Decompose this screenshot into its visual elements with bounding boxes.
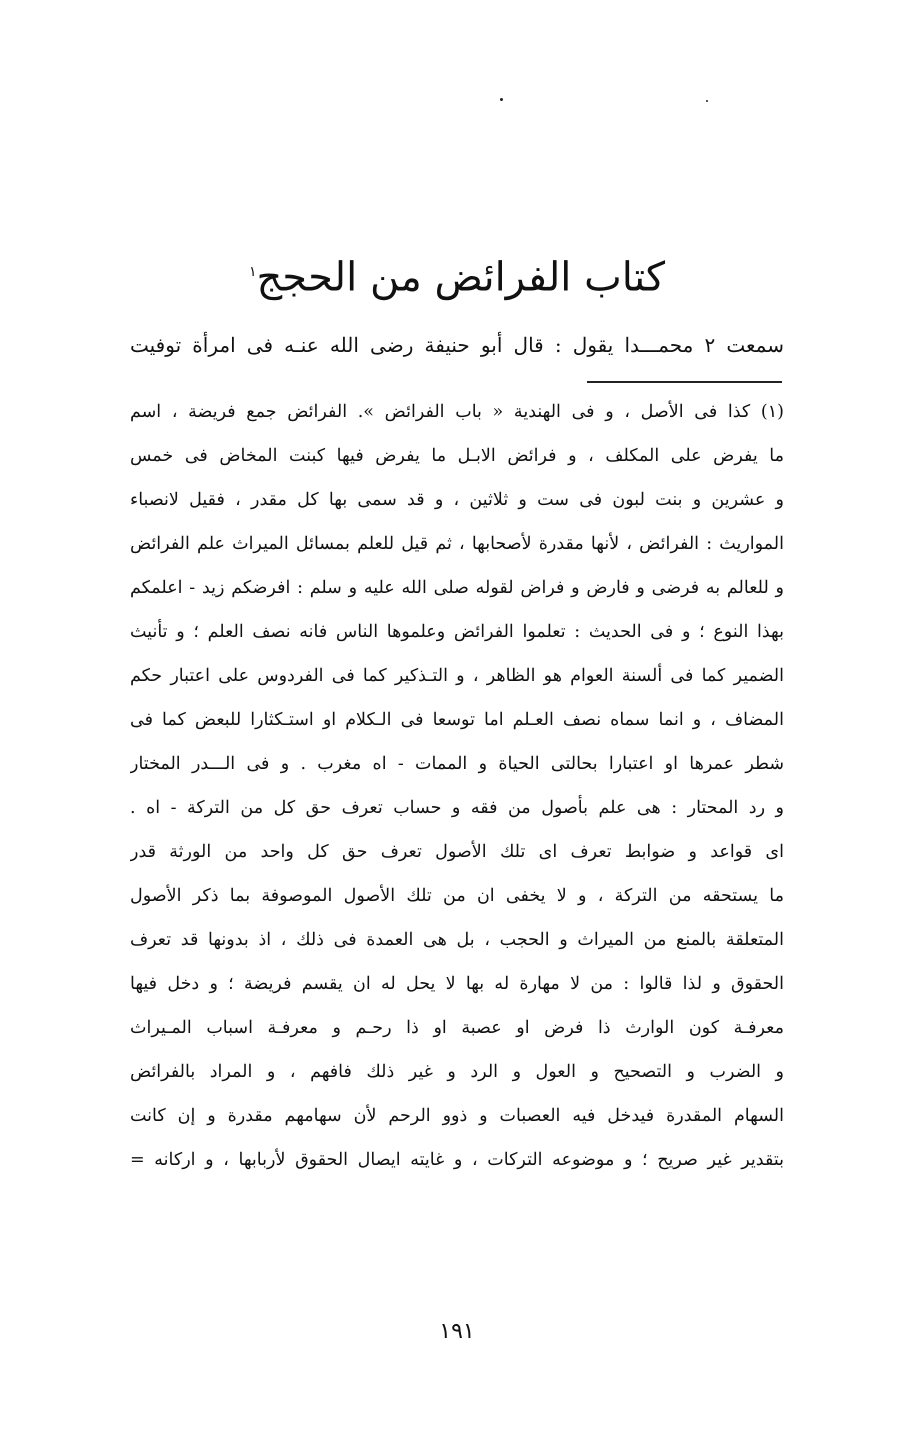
footnote-line: ما يفرض على المكلف ، و فرائض الابـل ما يفرض فيها كبنت المخاض فى خمس [130,446,784,466]
footnote-separator [587,381,782,383]
footnote-block [130,390,784,1182]
footnote-line: و رد المحتار : هى علم بأصول من فقه و حساب تعرف حق كل من التركة - اه . [130,798,784,818]
footnote-line: و عشرين و بنت لبون فى ست و ثلاثين ، و قد سمى بها كل مقدر ، فقيل لانصباء [130,490,784,510]
chapter-title-text: كتاب الفرائض من الحجج [256,254,666,301]
page-speck [500,98,503,101]
footnote-line: المواريث : الفرائض ، لأنها مقدرة لأصحابها ، ثم قيل للعلم بمسائل الميراث علم الفرائض [130,534,784,554]
footnote-line: (١) كذا فى الأصل ، و فى الهندية « باب الفرائض ». الفرائض جمع فريضة ، اسم [130,402,784,422]
footnote-line: بهذا النوع ؛ و فى الحديث : تعلموا الفرائض وعلموها الناس فانه نصف العلم ؛ و تأنيث [130,622,784,642]
footnote-line: المضاف ، و انما سماه نصف العـلم اما توسعا فى الـكلام او استـكثارا للبعض كما فى [130,710,784,730]
footnote-line: شطر عمرها او اعتبارا بحالتى الحياة و الممات - اه مغرب . و فى الـــدر المختار [130,754,784,774]
footnote-line: المتعلقة بالمنع من الميراث و الحجب ، بل هى العمدة فى ذلك ، اذ بدونها قد تعرف [130,930,784,950]
intro-line: سمعت ٢ محمـــدا يقول : قال أبو حنيفة رضى الله عنـه فى امرأة توفيت [130,333,784,357]
footnote-line: الحقوق و لذا قالوا : من لا مهارة له بها لا يحل له ان يقسم فريضة ؛ و دخل فيها [130,974,784,994]
footnote-line: معرفـة كون الوارث ذا فرض او عصبة او ذا رحـم و معرفـة اسباب المـيراث [130,1018,784,1038]
footnote-line: اى قواعد و ضوابط تعرف اى تلك الأصول تعرف حق كل واحد من الورثة قدر [130,842,784,862]
page-number: ١٩١ [439,1319,475,1344]
footnote-line: الضمير كما فى ألسنة العوام هو الظاهر ، و التـذكير كما فى الفردوس على اعتبار حكم [130,666,784,686]
chapter-title [130,242,784,307]
footnote-line: و الضرب و التصحيح و العول و الرد و غير ذلك فافهم ، و المراد بالفرائض [130,1062,784,1082]
footnote-line: و للعالم به فرضى و فارض و فراض لقوله صلى الله عليه و سلم : افرضكم زيد - اعلمكم [130,578,784,598]
footnote-line: بتقدير غير صريح ؛ و موضوعه التركات ، و غايته ايصال الحقوق لأربابها ، و اركانه = [130,1150,784,1170]
title-footnote-mark: ١ [248,264,257,280]
page-speck [706,100,708,102]
footnote-line: ما يستحقه من التركة ، و لا يخفى ان من تلك الأصول الموصوفة بما ذكر الأصول [130,886,784,906]
footnote-line: السهام المقدرة فيدخل فيه العصبات و ذوو الرحم لأن سهامهم مقدرة و إن كانت [130,1106,784,1126]
